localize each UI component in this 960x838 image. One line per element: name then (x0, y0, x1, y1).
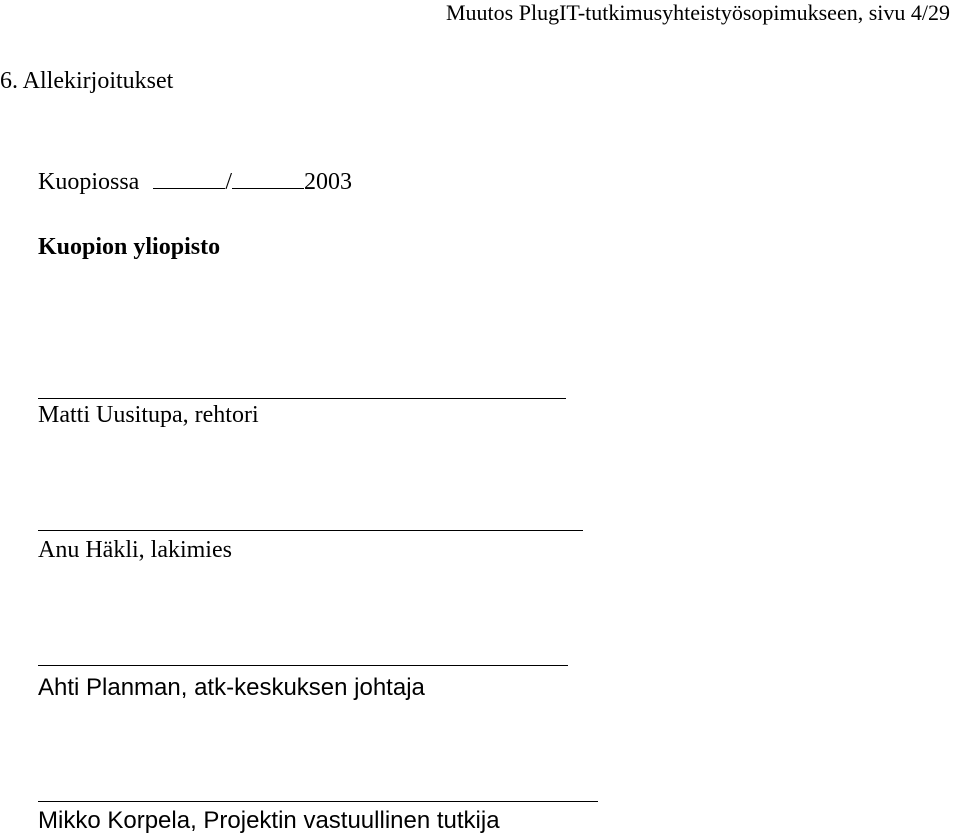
year-label: 2003 (304, 169, 353, 195)
organization-name: Kuopion yliopisto (38, 234, 221, 260)
signatory-name: Mikko Korpela, Projektin vastuullinen tutkija (38, 807, 500, 834)
signature-line (38, 398, 566, 399)
place-label: Kuopiossa (38, 169, 140, 195)
signature-line (38, 530, 583, 531)
month-blank (232, 166, 304, 189)
place-date-line (38, 166, 352, 197)
section-title: 6. Allekirjoitukset (0, 68, 174, 94)
signatory-name: Anu Häkli, lakimies (38, 537, 232, 563)
signature-line (38, 665, 568, 666)
day-blank (153, 166, 225, 189)
date-separator: / (225, 169, 233, 195)
signatory-name: Ahti Planman, atk-keskuksen johtaja (38, 674, 425, 701)
page-header: Muutos PlugIT-tutkimusyhteistyösopimukseen, sivu 4/29 (446, 0, 950, 25)
signature-line (38, 801, 598, 802)
signatory-name: Matti Uusitupa, rehtori (38, 402, 259, 428)
